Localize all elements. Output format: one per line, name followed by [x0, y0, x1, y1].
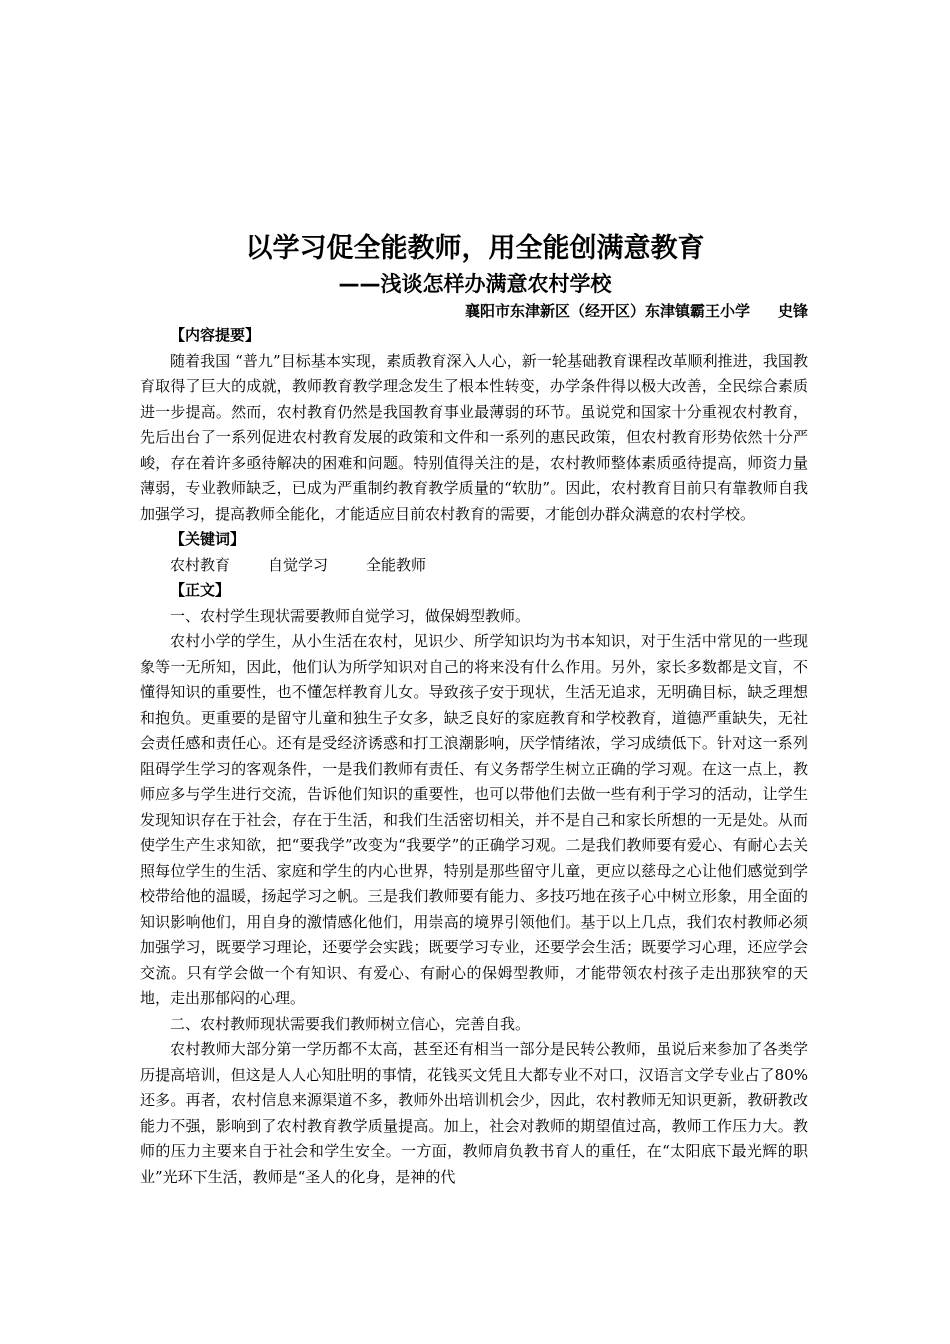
document-title: 以学习促全能教师，用全能创满意教育	[245, 233, 705, 264]
section-2-paragraph: 农村教师大部分第一学历都不太高，甚至还有相当一部分是民转公教师，虽说后来参加了各类学历提高培训，但这是人人心知肚明的事情，花钱买文凭且大都专业不对口，汉语言文学专业占了80%还多。再者，农村信息来源渠道不多，教师外出培训机会少，因此，农村教师无知识更新，教研教改能力不强，影响到了农村教育教学质量提高。加上，社会对教师的期望值过高，教师工作压力大。教师的压力主要来自于社会和学生安全。一方面，教师肩负教书育人的重任，在“太阳底下最光辉的职业”光环下生活，教师是“圣人的化身，是神的代	[140, 1040, 808, 1186]
author-affiliation: 襄阳市东津新区（经开区）东津镇霸王小学	[464, 302, 750, 320]
keyword-item: 自觉学习	[268, 555, 329, 574]
author-line	[160, 299, 808, 323]
keyword-item: 农村教育	[170, 555, 231, 574]
document-subtitle: ——浅谈怎样办满意农村学校	[338, 272, 612, 296]
abstract-text: 随着我国 “普九”目标基本实现，素质教育深入人心，新一轮基础教育课程改革顺利推进，我国教育取得了巨大的成就，教师教育教学理念发生了根本性转变，办学条件得以极大改善，全民综合素质进一步提高。然而，农村教育仍然是我国教育事业最薄弱的环节。虽说党和国家十分重视农村教育，先后出台了一系列促进农村教育发展的政策和文件和一系列的惠民政策，但农村教育形势依然十分严峻，存在着许多亟待解决的困难和问题。特别值得关注的是，农村教师整体素质亟待提高，师资力量薄弱，专业教师缺乏，已成为严重制约教育教学质量的“软肋”。因此，农村教育目前只有靠教师自我加强学习，提高教师全能化，才能适应目前农村教育的需要，才能创办群众满意的农村学校。	[140, 351, 808, 523]
section-2-title: 二、农村教师现状需要我们教师树立信心，完善自我。	[170, 1014, 531, 1033]
abstract-heading: 【内容提要】	[170, 326, 261, 344]
keywords-heading: 【关键词】	[170, 530, 246, 548]
section-1-paragraph: 农村小学的学生，从小生活在农村，见识少、所学知识均为书本知识，对于生活中常见的一些现象等一无所知，因此，他们认为所学知识对自己的将来没有什么作用。另外，家长多数都是文盲，不懂得知识的重要性，也不懂怎样教育儿女。导致孩子安于现状，生活无追求，无明确目标，缺乏理想和抱负。更重要的是留守儿童和独生子女多，缺乏良好的家庭教育和学校教育，道德严重缺失，无社会责任感和责任心。还有是受经济诱惑和打工浪潮影响，厌学情绪浓，学习成绩低下。针对这一系列阻碍学生学习的客观条件，一是我们教师有责任、有义务帮学生树立正确的学习观。在这一点上，教师应多与学生进行交流，告诉他们知识的重要性，也可以带他们去做一些有利于学习的活动，让学生发现知识存在于社会，存在于生活，和我们生活密切相关，并不是自己和家长所想的一无是处。从而使学生产生求知欲，把“要我学”改变为“我要学”的正确学习观。二是我们教师要有爱心、有耐心去关照每位学生的生活、家庭和学生的内心世界，特别是那些留守儿童，更应以慈母之心让他们感觉到学校带给他的温暖，扬起学习之帆。三是我们教师要有能力、多技巧地在孩子心中树立形象，用全面的知识影响他们，用自身的激情感化他们，用崇高的境界引领他们。基于以上几点，我们农村教师必须加强学习，既要学习理论，还要学会实践；既要学习专业，还要学会生活；既要学习心理，还应学会交流。只有学会做一个有知识、有爱心、有耐心的保姆型教师，才能带领农村孩子走出那狭窄的天地，走出那郁闷的心理。	[140, 632, 808, 1007]
section-1-title: 一、农村学生现状需要教师自觉学习，做保姆型教师。	[170, 606, 531, 625]
author-name: 史锋	[777, 302, 808, 320]
document-body	[140, 323, 808, 1190]
keywords-list	[140, 553, 808, 579]
main-text-heading: 【正文】	[170, 581, 231, 599]
keyword-item: 全能教师	[366, 555, 427, 574]
